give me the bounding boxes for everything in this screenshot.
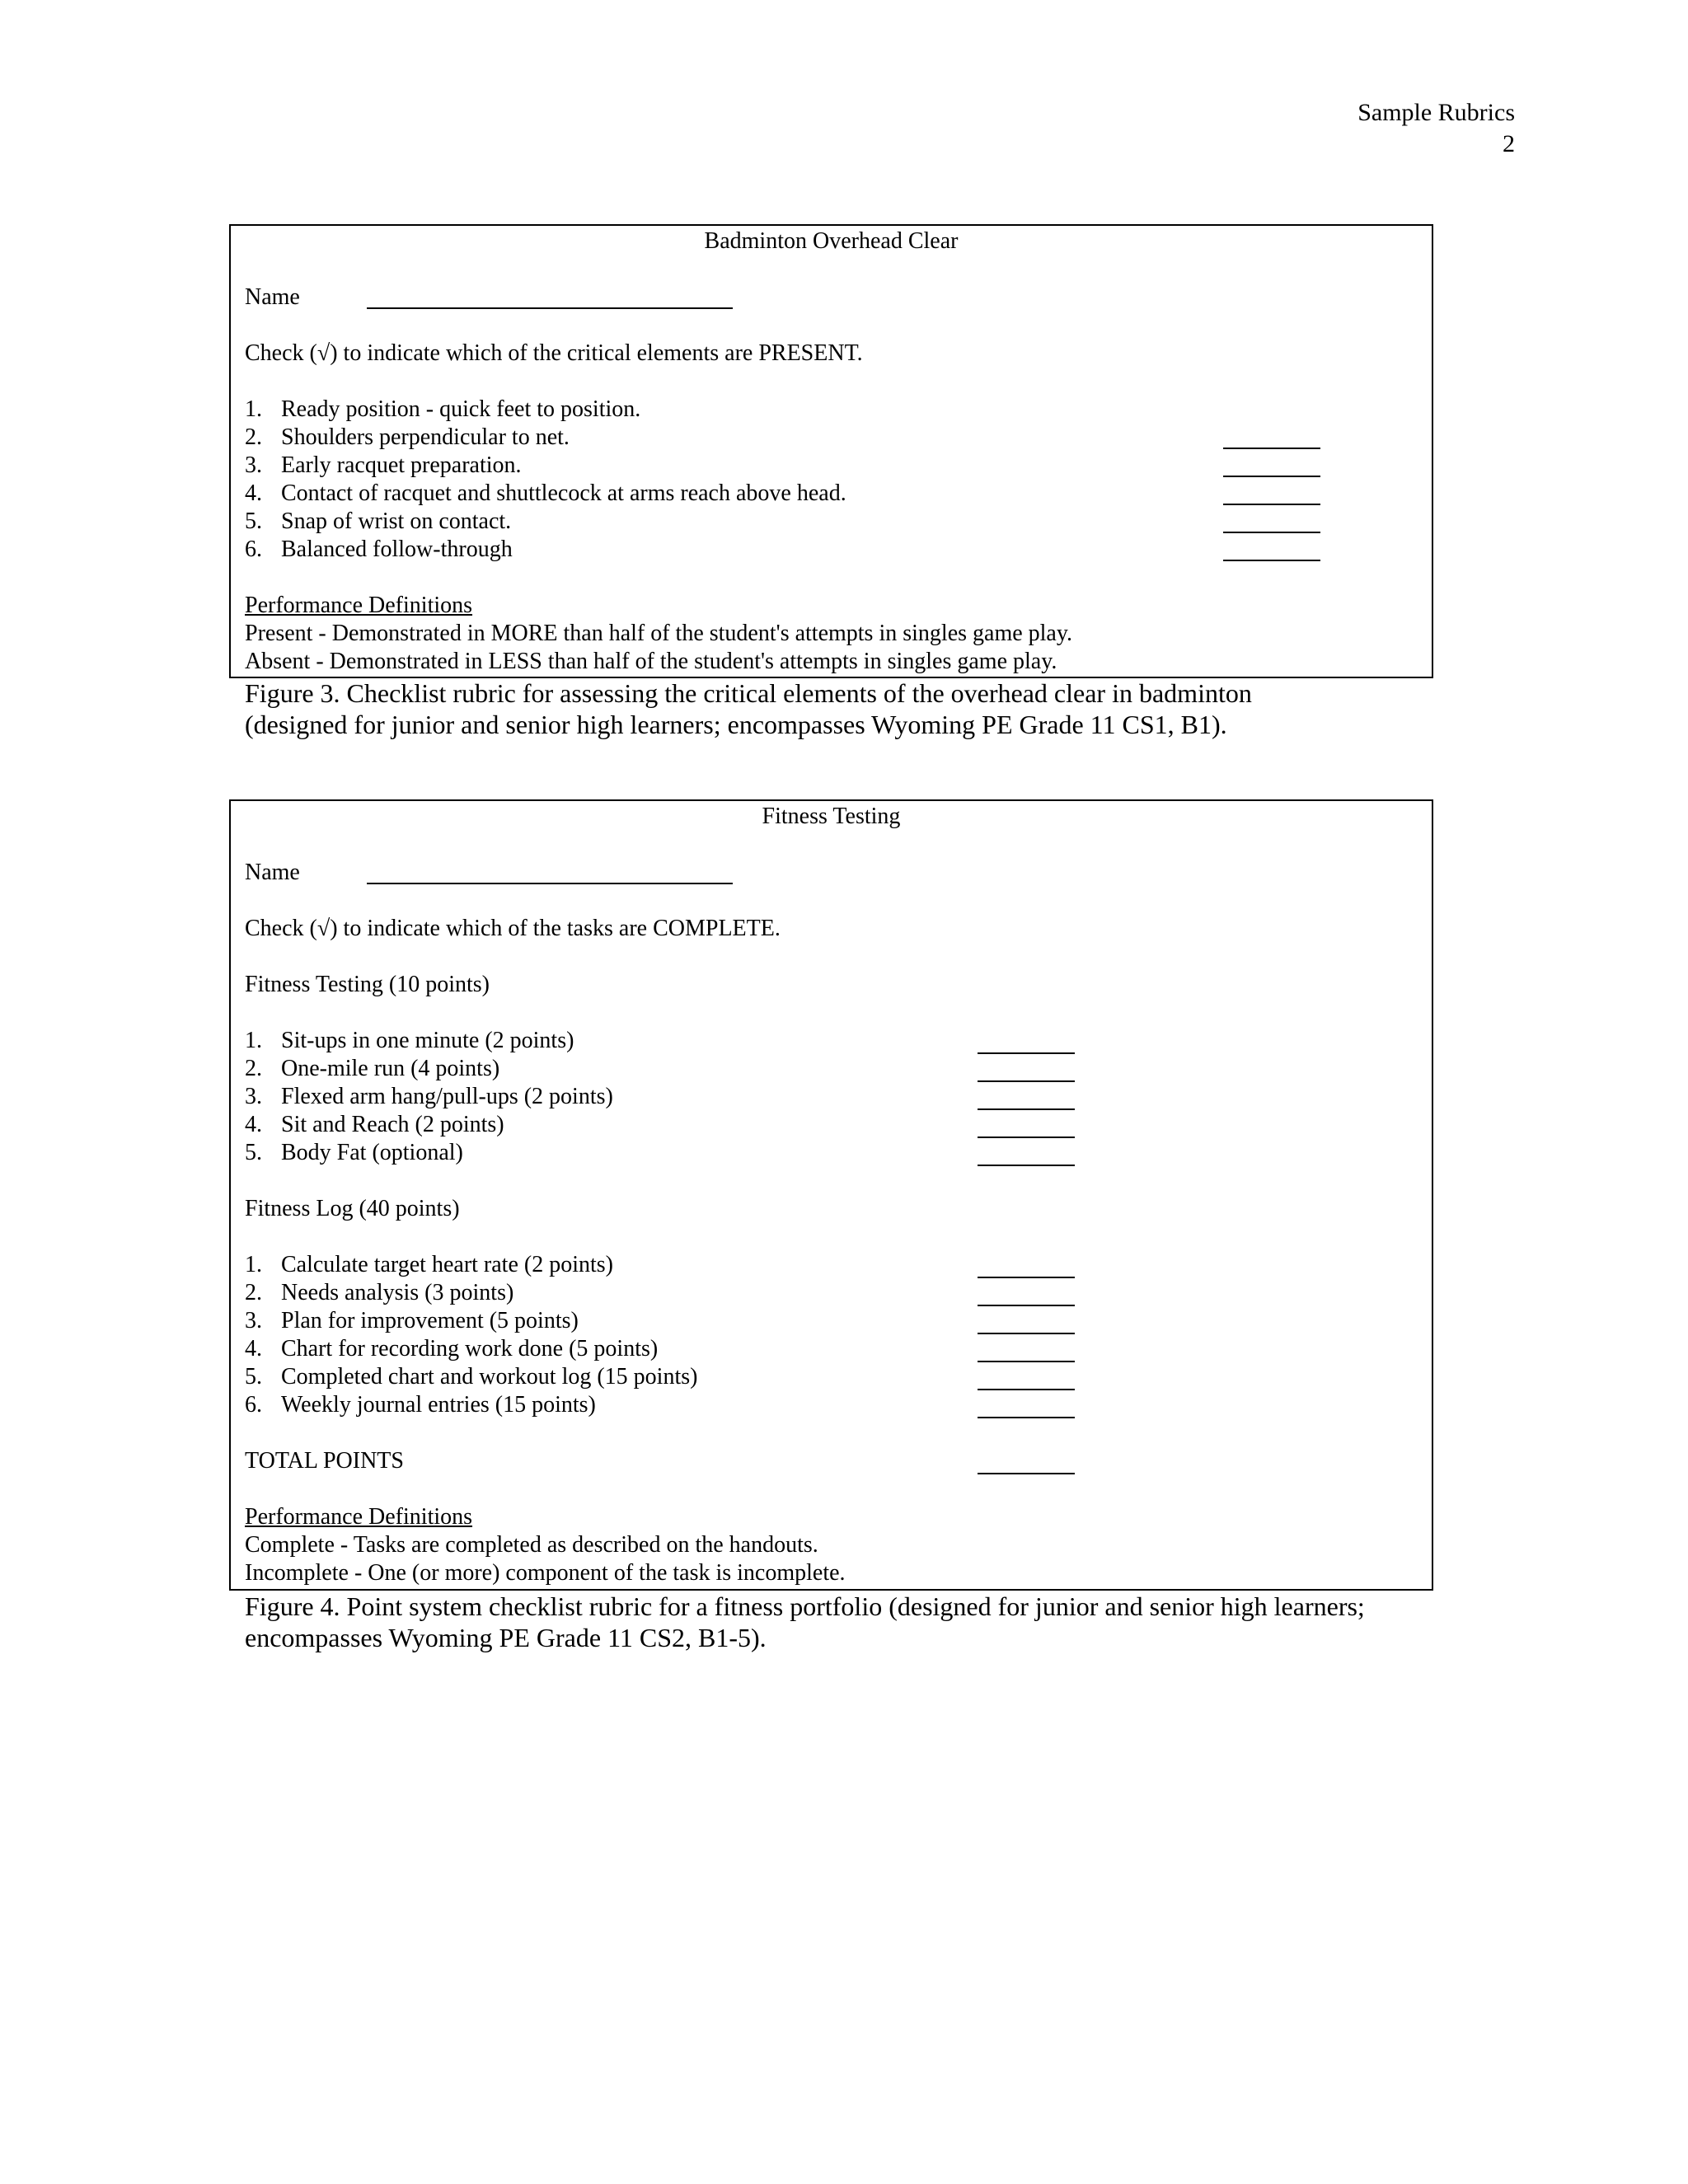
item-text: Plan for improvement (5 points) bbox=[281, 1308, 579, 1333]
item-number: 2. bbox=[245, 424, 262, 450]
item-number: 3. bbox=[245, 452, 262, 478]
instruction-text: Check (√) to indicate which of the tasks are COMPLETE. bbox=[245, 916, 781, 941]
caption-line: encompasses Wyoming PE Grade 11 CS2, B1-5). bbox=[245, 1623, 767, 1652]
caption-line: Figure 4. Point system checklist rubric for a fitness portfolio (designed for junior and senior high learners; bbox=[245, 1591, 1365, 1621]
item-number: 6. bbox=[245, 537, 262, 562]
section-heading: Fitness Log (40 points) bbox=[245, 1196, 460, 1221]
list-item bbox=[245, 1251, 613, 1279]
item-number: 5. bbox=[245, 1140, 262, 1165]
item-text: Flexed arm hang/pull-ups (2 points) bbox=[281, 1084, 613, 1109]
check-blank[interactable] bbox=[978, 1108, 1075, 1110]
item-number: 1. bbox=[245, 1252, 262, 1277]
fitness-rubric-title: Fitness Testing bbox=[762, 804, 901, 829]
item-number: 3. bbox=[245, 1084, 262, 1109]
check-blank[interactable] bbox=[1223, 560, 1320, 561]
item-text: Needs analysis (3 points) bbox=[281, 1280, 514, 1305]
item-text: Weekly journal entries (15 points) bbox=[281, 1392, 596, 1418]
item-text: Shoulders perpendicular to net. bbox=[281, 424, 570, 450]
badminton-rubric-box bbox=[229, 224, 1433, 678]
item-number: 2. bbox=[245, 1056, 262, 1081]
definition-incomplete: Incomplete - One (or more) component of the task is incomplete. bbox=[245, 1560, 846, 1586]
figure-3-caption bbox=[245, 677, 1481, 740]
check-blank[interactable] bbox=[978, 1277, 1075, 1278]
check-blank[interactable] bbox=[978, 1165, 1075, 1166]
item-number: 4. bbox=[245, 1112, 262, 1137]
name-label: Name bbox=[245, 284, 300, 310]
list-item bbox=[245, 1139, 463, 1167]
item-number: 5. bbox=[245, 1364, 262, 1390]
page-number: 2 bbox=[1503, 130, 1515, 157]
badminton-rubric-title: Badminton Overhead Clear bbox=[704, 228, 959, 254]
item-number: 2. bbox=[245, 1280, 262, 1305]
item-number: 4. bbox=[245, 480, 262, 506]
item-text: Balanced follow-through bbox=[281, 537, 513, 562]
item-number: 3. bbox=[245, 1308, 262, 1333]
check-blank[interactable] bbox=[978, 1080, 1075, 1082]
list-item bbox=[245, 1391, 596, 1419]
list-item bbox=[245, 1055, 499, 1083]
definitions-heading: Performance Definitions bbox=[245, 593, 473, 618]
check-blank[interactable] bbox=[978, 1137, 1075, 1138]
check-blank[interactable] bbox=[1223, 448, 1320, 449]
check-blank[interactable] bbox=[1223, 532, 1320, 533]
item-text: Early racquet preparation. bbox=[281, 452, 522, 478]
definition-absent: Absent - Demonstrated in LESS than half of the student's attempts in singles game play. bbox=[245, 649, 1057, 674]
list-item bbox=[245, 1027, 574, 1055]
item-text: Calculate target heart rate (2 points) bbox=[281, 1252, 613, 1277]
list-item bbox=[245, 1279, 513, 1307]
running-head bbox=[1357, 97, 1515, 160]
item-number: 6. bbox=[245, 1392, 262, 1418]
item-text: One-mile run (4 points) bbox=[281, 1056, 500, 1081]
check-blank[interactable] bbox=[1223, 504, 1320, 505]
check-blank[interactable] bbox=[978, 1417, 1075, 1418]
list-item bbox=[245, 1335, 658, 1363]
running-title: Sample Rubrics bbox=[1357, 99, 1515, 126]
list-item bbox=[245, 508, 511, 536]
check-blank[interactable] bbox=[978, 1052, 1075, 1054]
total-points-blank[interactable] bbox=[978, 1473, 1075, 1474]
list-item bbox=[245, 536, 513, 564]
item-text: Ready position - quick feet to position. bbox=[281, 396, 641, 422]
list-item bbox=[245, 480, 846, 508]
item-text: Body Fat (optional) bbox=[281, 1140, 463, 1165]
item-text: Snap of wrist on contact. bbox=[281, 509, 512, 534]
definitions-heading: Performance Definitions bbox=[245, 1504, 473, 1530]
definition-complete: Complete - Tasks are completed as described on the handouts. bbox=[245, 1532, 818, 1558]
list-item bbox=[245, 1307, 579, 1335]
name-blank-line[interactable] bbox=[367, 883, 733, 884]
list-item bbox=[245, 1363, 697, 1391]
check-blank[interactable] bbox=[1223, 476, 1320, 477]
item-text: Contact of racquet and shuttlecock at arms reach above head. bbox=[281, 480, 846, 506]
instruction-text: Check (√) to indicate which of the critical elements are PRESENT. bbox=[245, 340, 863, 366]
list-item bbox=[245, 1111, 504, 1139]
fitness-rubric-box bbox=[229, 799, 1433, 1591]
item-number: 1. bbox=[245, 1028, 262, 1053]
check-blank[interactable] bbox=[978, 1361, 1075, 1362]
item-number: 4. bbox=[245, 1336, 262, 1361]
list-item bbox=[245, 396, 640, 424]
caption-line: (designed for junior and senior high learners; encompasses Wyoming PE Grade 11 CS1, B1). bbox=[245, 710, 1227, 739]
list-item bbox=[245, 452, 522, 480]
item-text: Sit-ups in one minute (2 points) bbox=[281, 1028, 574, 1053]
name-blank-line[interactable] bbox=[367, 307, 733, 309]
figure-4-caption bbox=[245, 1591, 1481, 1653]
check-blank[interactable] bbox=[978, 1333, 1075, 1334]
item-text: Chart for recording work done (5 points) bbox=[281, 1336, 659, 1361]
list-item bbox=[245, 1083, 613, 1111]
definition-present: Present - Demonstrated in MORE than half of the student's attempts in singles game play. bbox=[245, 621, 1073, 646]
check-blank[interactable] bbox=[978, 1389, 1075, 1390]
item-text: Sit and Reach (2 points) bbox=[281, 1112, 504, 1137]
check-blank[interactable] bbox=[978, 1305, 1075, 1306]
name-label: Name bbox=[245, 860, 300, 885]
item-number: 5. bbox=[245, 509, 262, 534]
item-text: Completed chart and workout log (15 points) bbox=[281, 1364, 698, 1390]
total-points-label: TOTAL POINTS bbox=[245, 1448, 404, 1474]
item-number: 1. bbox=[245, 396, 262, 422]
caption-line: Figure 3. Checklist rubric for assessing the critical elements of the overhead clear in badminton bbox=[245, 678, 1252, 708]
list-item bbox=[245, 424, 570, 452]
section-heading: Fitness Testing (10 points) bbox=[245, 972, 490, 997]
